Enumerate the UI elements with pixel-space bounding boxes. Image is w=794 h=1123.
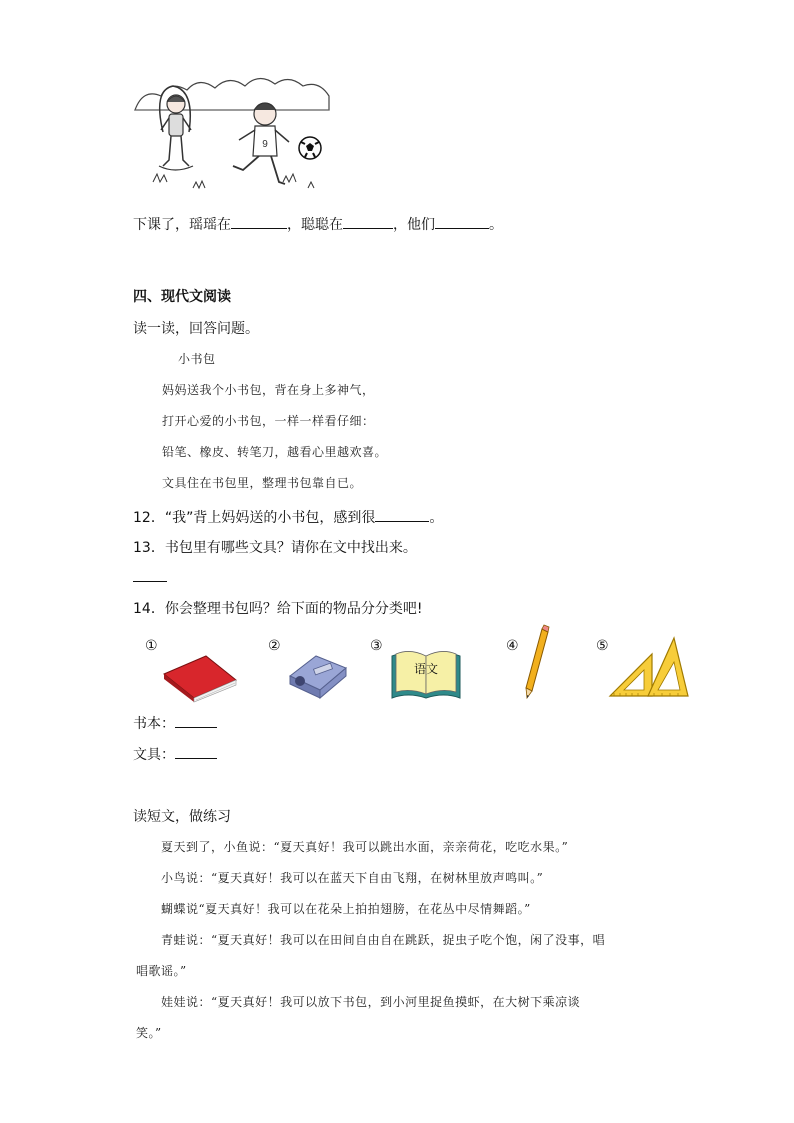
poem-line: 打开心爱的小书包，一样一样看仔细： [162, 414, 375, 428]
reading-line: 青蛙说：“夏天真好！我可以在田间自由自在跳跃，捉虫子吃个饱，闲了没事，唱 [161, 933, 606, 947]
poem-title: 小书包 [178, 352, 216, 366]
pencil-sharpener-icon [286, 650, 350, 700]
section-instruction: 读一读，回答问题。 [133, 321, 259, 337]
reading-line: 娃娃说：“夏天真好！我可以放下书包，到小河里捉鱼摸虾，在大树下乘凉谈 [161, 995, 581, 1009]
reading-line: 唱歌谣。” [136, 964, 187, 978]
answer-blank-2[interactable] [343, 214, 393, 229]
question-12 [133, 507, 443, 527]
item-number: ① [145, 638, 158, 654]
books-label: 书本： [133, 716, 175, 732]
poem-line: 铅笔、橡皮、转笔刀，越看心里越欢喜。 [162, 445, 388, 459]
question-13-answer-line[interactable] [133, 581, 167, 582]
sentence-end: 。 [489, 217, 503, 233]
poem-line: 妈妈送我个小书包，背在身上多神气， [162, 383, 375, 397]
reading-instruction: 读短文，做练习 [133, 809, 231, 825]
stationery-answer-blank[interactable] [175, 744, 217, 759]
question-12-blank[interactable] [375, 507, 429, 522]
question-13: 13．书包里有哪些文具？请你在文中找出来。 [133, 540, 417, 556]
item-number: ② [268, 638, 281, 654]
picture-fill-sentence [133, 214, 503, 234]
open-book-icon [390, 648, 462, 700]
open-book-label: 语文 [413, 662, 439, 676]
boy-playing-soccer [233, 103, 289, 184]
sentence-part2: ，聪聪在 [287, 217, 343, 233]
poem-line: 文具住在书包里，整理书包靠自已。 [162, 476, 363, 490]
red-book-icon [160, 652, 240, 702]
item-number: ③ [370, 638, 383, 654]
reading-line: 夏天到了，小鱼说：“夏天真好！我可以跳出水面，亲亲荷花，吃吃水果。” [161, 840, 569, 854]
reading-line: 蝴蝶说“夏天真好！我可以在花朵上拍拍翅膀，在花丛中尽情舞蹈。” [161, 902, 531, 916]
soccer-ball-icon [299, 137, 321, 159]
section-heading: 四、现代文阅读 [133, 289, 231, 305]
triangle-ruler-icon [606, 634, 690, 700]
question-12-end: 。 [429, 510, 444, 526]
question-12-text: 12．“我”背上妈妈送的小书包，感到很 [133, 510, 376, 526]
answer-blank-3[interactable] [435, 214, 489, 229]
reading-line: 小鸟说：“夏天真好！我可以在蓝天下自由飞翔，在树林里放声鸣叫。” [161, 871, 544, 885]
question-14: 14．你会整理书包吗？给下面的物品分分类吧! [133, 601, 423, 617]
stationery-category [133, 744, 217, 764]
answer-blank-1[interactable] [231, 214, 287, 229]
children-playing-illustration [133, 70, 333, 195]
sentence-part3: ，他们 [393, 217, 435, 233]
item-number: ④ [506, 638, 519, 654]
reading-line: 笑。” [136, 1026, 162, 1040]
item-number: ⑤ [596, 638, 609, 654]
jersey-number: 9 [262, 139, 268, 150]
sentence-part1: 下课了，瑶瑶在 [133, 217, 231, 233]
books-category [133, 713, 217, 733]
pencil-icon [522, 625, 552, 699]
girl-jumping-rope [159, 86, 193, 170]
stationery-label: 文具： [133, 747, 175, 763]
books-answer-blank[interactable] [175, 713, 217, 728]
